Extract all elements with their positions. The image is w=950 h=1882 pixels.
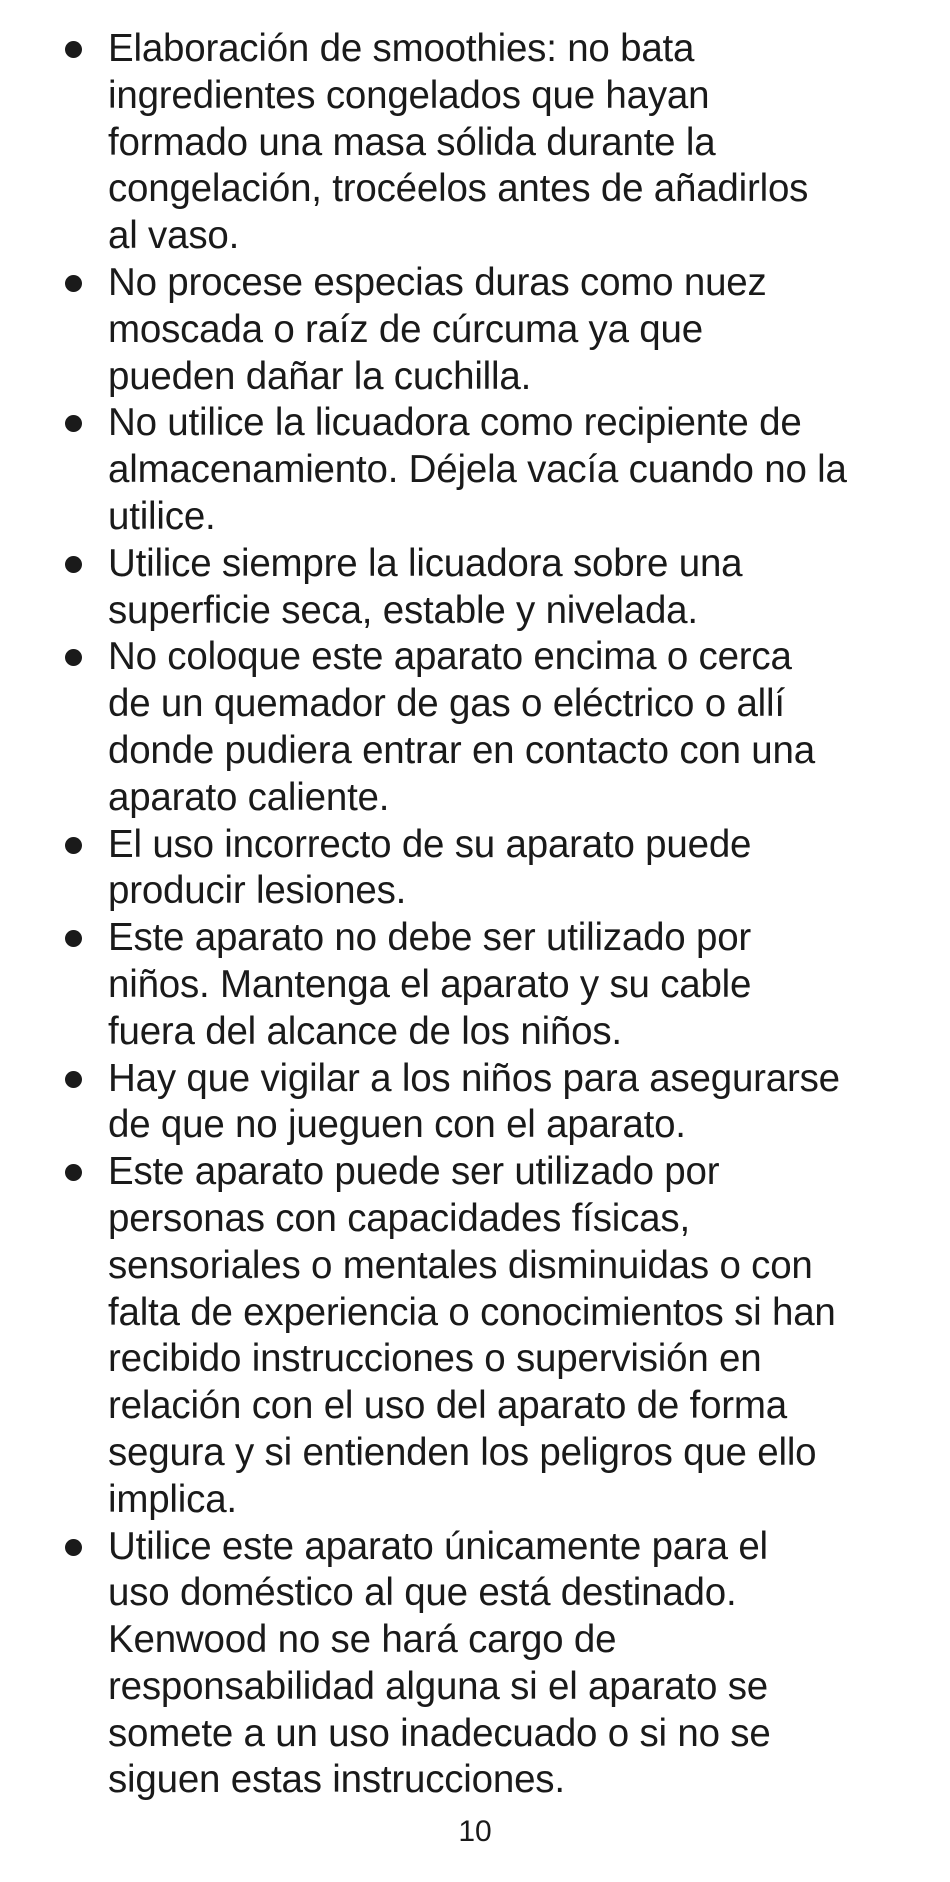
- text-line: fuera del alcance de los niños.: [108, 1009, 622, 1053]
- list-item: [0, 822, 950, 916]
- text-line: relación con el uso del aparato de forma: [108, 1384, 788, 1428]
- bullet-icon: [65, 275, 82, 292]
- text-line: personas con capacidades físicas,: [108, 1196, 690, 1240]
- text-line: siguen estas instrucciones.: [108, 1758, 565, 1802]
- text-line: al vaso.: [108, 214, 240, 258]
- text-line: Utilice este aparato únicamente para el: [108, 1524, 768, 1568]
- text-line: superficie seca, estable y nivelada.: [108, 588, 698, 632]
- list-item: [0, 400, 950, 540]
- text-line: Kenwood no se hará cargo de: [108, 1618, 617, 1662]
- text-line: Elaboración de smoothies: no bata: [108, 27, 695, 70]
- text-line: responsabilidad alguna si el aparato se: [108, 1664, 768, 1708]
- text-line: moscada o raíz de cúrcuma ya que: [108, 307, 703, 351]
- text-line: segura y si entienden los peligros que ello: [108, 1430, 817, 1474]
- text-line: almacenamiento. Déjela vacía cuando no la: [108, 448, 847, 492]
- text-line: sensoriales o mentales disminuidas o con: [108, 1243, 813, 1287]
- text-line: No utilice la licuadora como recipiente de: [108, 401, 802, 445]
- text-line: niños. Mantenga el aparato y su cable: [108, 962, 752, 1006]
- text-line: ingredientes congelados que hayan: [108, 73, 710, 117]
- bullet-icon: [65, 41, 82, 58]
- list-item: [0, 260, 950, 400]
- bullet-icon: [65, 1539, 82, 1556]
- text-line: aparato caliente.: [108, 775, 390, 819]
- list-item: [0, 1149, 950, 1523]
- bullet-icon: [65, 556, 82, 573]
- safety-instructions-list: [0, 26, 950, 1804]
- bullet-icon: [65, 930, 82, 947]
- list-item: [0, 541, 950, 635]
- text-line: Hay que vigilar a los niños para asegurarse: [108, 1056, 840, 1100]
- list-item: [0, 26, 950, 260]
- list-item: [0, 634, 950, 821]
- text-line: pueden dañar la cuchilla.: [108, 354, 532, 398]
- text-line: recibido instrucciones o supervisión en: [108, 1337, 762, 1381]
- text-line: implica.: [108, 1477, 237, 1521]
- list-item: [0, 1056, 950, 1150]
- text-line: donde pudiera entrar en contacto con una: [108, 728, 815, 772]
- text-line: Utilice siempre la licuadora sobre una: [108, 541, 743, 585]
- text-line: de un quemador de gas o eléctrico o allí: [108, 682, 785, 726]
- text-line: utilice.: [108, 494, 216, 538]
- text-line: producir lesiones.: [108, 869, 407, 913]
- text-line: de que no jueguen con el aparato.: [108, 1103, 686, 1147]
- text-line: formado una masa sólida durante la: [108, 120, 716, 164]
- list-item: [0, 1524, 950, 1805]
- bullet-icon: [65, 649, 82, 666]
- text-line: uso doméstico al que está destinado.: [108, 1571, 737, 1615]
- list-item: [0, 915, 950, 1055]
- bullet-icon: [65, 415, 82, 432]
- text-line: El uso incorrecto de su aparato puede: [108, 822, 752, 866]
- bullet-icon: [65, 1164, 82, 1181]
- bullet-icon: [65, 837, 82, 854]
- text-line: No procese especias duras como nuez: [108, 260, 767, 304]
- text-line: Este aparato puede ser utilizado por: [108, 1150, 720, 1194]
- text-line: No coloque este aparato encima o cerca: [108, 635, 792, 679]
- text-line: falta de experiencia o conocimientos si han: [108, 1290, 836, 1334]
- page-number: 10: [458, 1815, 492, 1848]
- text-line: congelación, trocéelos antes de añadirlos: [108, 167, 809, 211]
- bullet-icon: [65, 1071, 82, 1088]
- text-line: Este aparato no debe ser utilizado por: [108, 916, 752, 960]
- text-line: somete a un uso inadecuado o si no se: [108, 1711, 771, 1755]
